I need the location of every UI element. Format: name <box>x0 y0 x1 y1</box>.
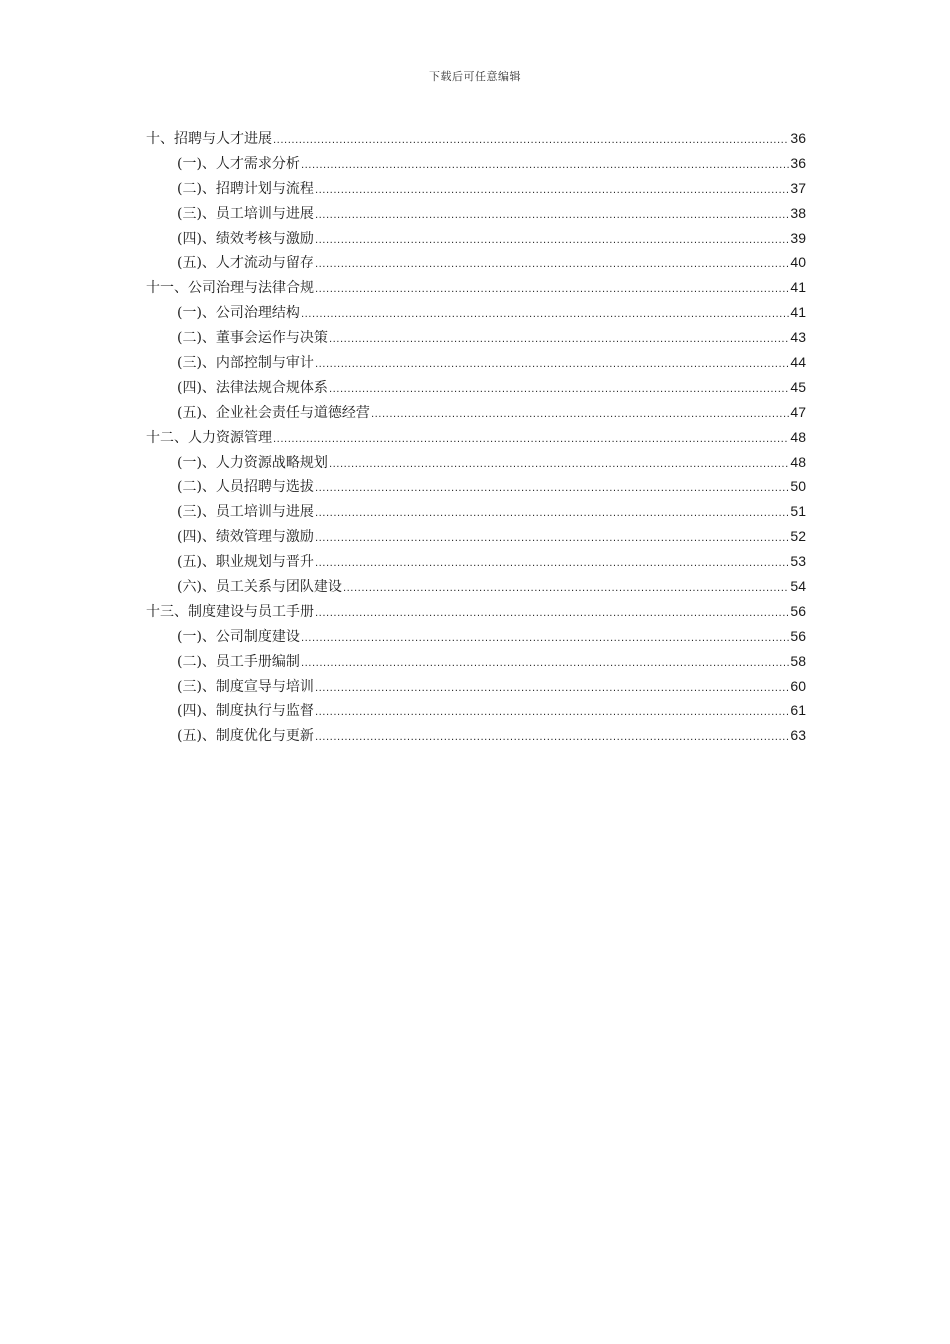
toc-dot-leader <box>301 652 789 677</box>
toc-section-entry[interactable] <box>146 450 806 475</box>
toc-entry-title: (一)、公司治理结构 <box>177 305 300 322</box>
toc-section-entry[interactable] <box>146 400 806 425</box>
toc-dot-leader <box>273 428 789 453</box>
toc-section-entry[interactable] <box>146 300 806 325</box>
toc-entry-title: (一)、人才需求分析 <box>177 155 300 172</box>
toc-dot-leader <box>343 577 789 602</box>
toc-page-number: 48 <box>790 453 806 470</box>
toc-chapter-entry[interactable] <box>146 275 806 300</box>
toc-section-entry[interactable] <box>146 250 806 275</box>
toc-dot-leader <box>315 726 789 751</box>
toc-page-number: 56 <box>790 627 806 644</box>
toc-entry-title: 十三、制度建设与员工手册 <box>146 603 314 620</box>
toc-section-entry[interactable] <box>146 574 806 599</box>
toc-page-number: 61 <box>790 702 806 719</box>
toc-page-number: 36 <box>790 130 806 146</box>
toc-section-entry[interactable] <box>146 201 806 226</box>
toc-entry-title: (六)、员工关系与团队建设 <box>177 579 342 596</box>
toc-page-number: 39 <box>790 229 806 246</box>
toc-dot-leader <box>371 403 789 428</box>
toc-page-number: 43 <box>790 329 806 346</box>
toc-entry-title: (一)、公司制度建设 <box>177 628 300 645</box>
toc-dot-leader <box>315 602 789 627</box>
toc-page-number: 52 <box>790 528 806 545</box>
toc-dot-leader <box>329 378 789 403</box>
toc-dot-leader <box>273 129 789 154</box>
toc-dot-leader <box>301 154 789 179</box>
toc-page-number: 38 <box>790 204 806 221</box>
toc-page-number: 56 <box>790 602 806 619</box>
toc-section-entry[interactable] <box>146 350 806 375</box>
toc-entry-title: (三)、制度宣导与培训 <box>177 678 314 695</box>
header-note: 下载后可任意编辑 <box>429 70 521 83</box>
toc-dot-leader <box>315 204 789 229</box>
toc-dot-leader <box>315 179 789 204</box>
toc-page-number: 45 <box>790 378 806 395</box>
toc-dot-leader <box>329 453 789 478</box>
toc-entry-title: (五)、制度优化与更新 <box>177 728 314 745</box>
toc-section-entry[interactable] <box>146 624 806 649</box>
table-of-contents <box>146 126 806 748</box>
toc-dot-leader <box>315 253 789 278</box>
toc-page-number: 37 <box>790 179 806 196</box>
toc-entry-title: (四)、绩效考核与激励 <box>177 230 314 247</box>
toc-entry-title: (二)、董事会运作与决策 <box>177 330 328 347</box>
toc-dot-leader <box>329 328 789 353</box>
toc-entry-title: (五)、人才流动与留存 <box>177 255 314 272</box>
toc-section-entry[interactable] <box>146 499 806 524</box>
toc-entry-title: (四)、绩效管理与激励 <box>177 529 314 546</box>
toc-dot-leader <box>315 552 789 577</box>
toc-section-entry[interactable] <box>146 325 806 350</box>
toc-entry-title: (一)、人力资源战略规划 <box>177 454 328 471</box>
toc-dot-leader <box>315 677 789 702</box>
toc-dot-leader <box>315 701 789 726</box>
toc-page-number: 51 <box>790 503 806 520</box>
toc-dot-leader <box>315 278 789 303</box>
toc-chapter-entry[interactable] <box>146 425 806 450</box>
toc-section-entry[interactable] <box>146 698 806 723</box>
toc-chapter-entry[interactable] <box>146 126 806 151</box>
toc-entry-title: (五)、企业社会责任与道德经营 <box>177 404 370 421</box>
toc-entry-title: (三)、员工培训与进展 <box>177 205 314 222</box>
toc-dot-leader <box>315 229 789 254</box>
toc-entry-title: 十二、人力资源管理 <box>146 429 272 446</box>
toc-entry-title: (四)、制度执行与监督 <box>177 703 314 720</box>
toc-page-number: 54 <box>790 578 806 595</box>
toc-page-number: 48 <box>790 428 806 445</box>
toc-page-number: 58 <box>790 652 806 669</box>
toc-section-entry[interactable] <box>146 723 806 748</box>
toc-page-number: 53 <box>790 553 806 570</box>
toc-page-number: 47 <box>790 403 806 420</box>
toc-entry-title: (三)、内部控制与审计 <box>177 355 314 372</box>
toc-page-number: 36 <box>790 154 806 171</box>
toc-section-entry[interactable] <box>146 674 806 699</box>
toc-section-entry[interactable] <box>146 549 806 574</box>
toc-entry-title: (三)、员工培训与进展 <box>177 504 314 521</box>
toc-dot-leader <box>301 627 789 652</box>
toc-section-entry[interactable] <box>146 226 806 251</box>
toc-page-number: 41 <box>790 304 806 321</box>
toc-entry-title: (二)、员工手册编制 <box>177 653 300 670</box>
toc-chapter-entry[interactable] <box>146 599 806 624</box>
toc-entry-title: 十一、公司治理与法律合规 <box>146 280 314 297</box>
toc-page-number: 60 <box>790 677 806 694</box>
toc-section-entry[interactable] <box>146 649 806 674</box>
toc-section-entry[interactable] <box>146 474 806 499</box>
toc-entry-title: (二)、人员招聘与选拔 <box>177 479 314 496</box>
toc-dot-leader <box>315 502 789 527</box>
toc-dot-leader <box>301 303 789 328</box>
toc-entry-title: (五)、职业规划与晋升 <box>177 554 314 571</box>
toc-section-entry[interactable] <box>146 524 806 549</box>
toc-entry-title: 十、招聘与人才进展 <box>146 131 272 147</box>
toc-section-entry[interactable] <box>146 375 806 400</box>
toc-page-number: 44 <box>790 354 806 371</box>
toc-dot-leader <box>315 527 789 552</box>
toc-entry-title: (四)、法律法规合规体系 <box>177 379 328 396</box>
toc-page-number: 63 <box>790 727 806 744</box>
toc-dot-leader <box>315 353 789 378</box>
toc-page-number: 40 <box>790 254 806 271</box>
toc-page-number: 41 <box>790 279 806 296</box>
toc-dot-leader <box>315 477 789 502</box>
toc-entry-title: (二)、招聘计划与流程 <box>177 180 314 197</box>
toc-section-entry[interactable] <box>146 151 806 176</box>
toc-section-entry[interactable] <box>146 176 806 201</box>
toc-page-number: 50 <box>790 478 806 495</box>
